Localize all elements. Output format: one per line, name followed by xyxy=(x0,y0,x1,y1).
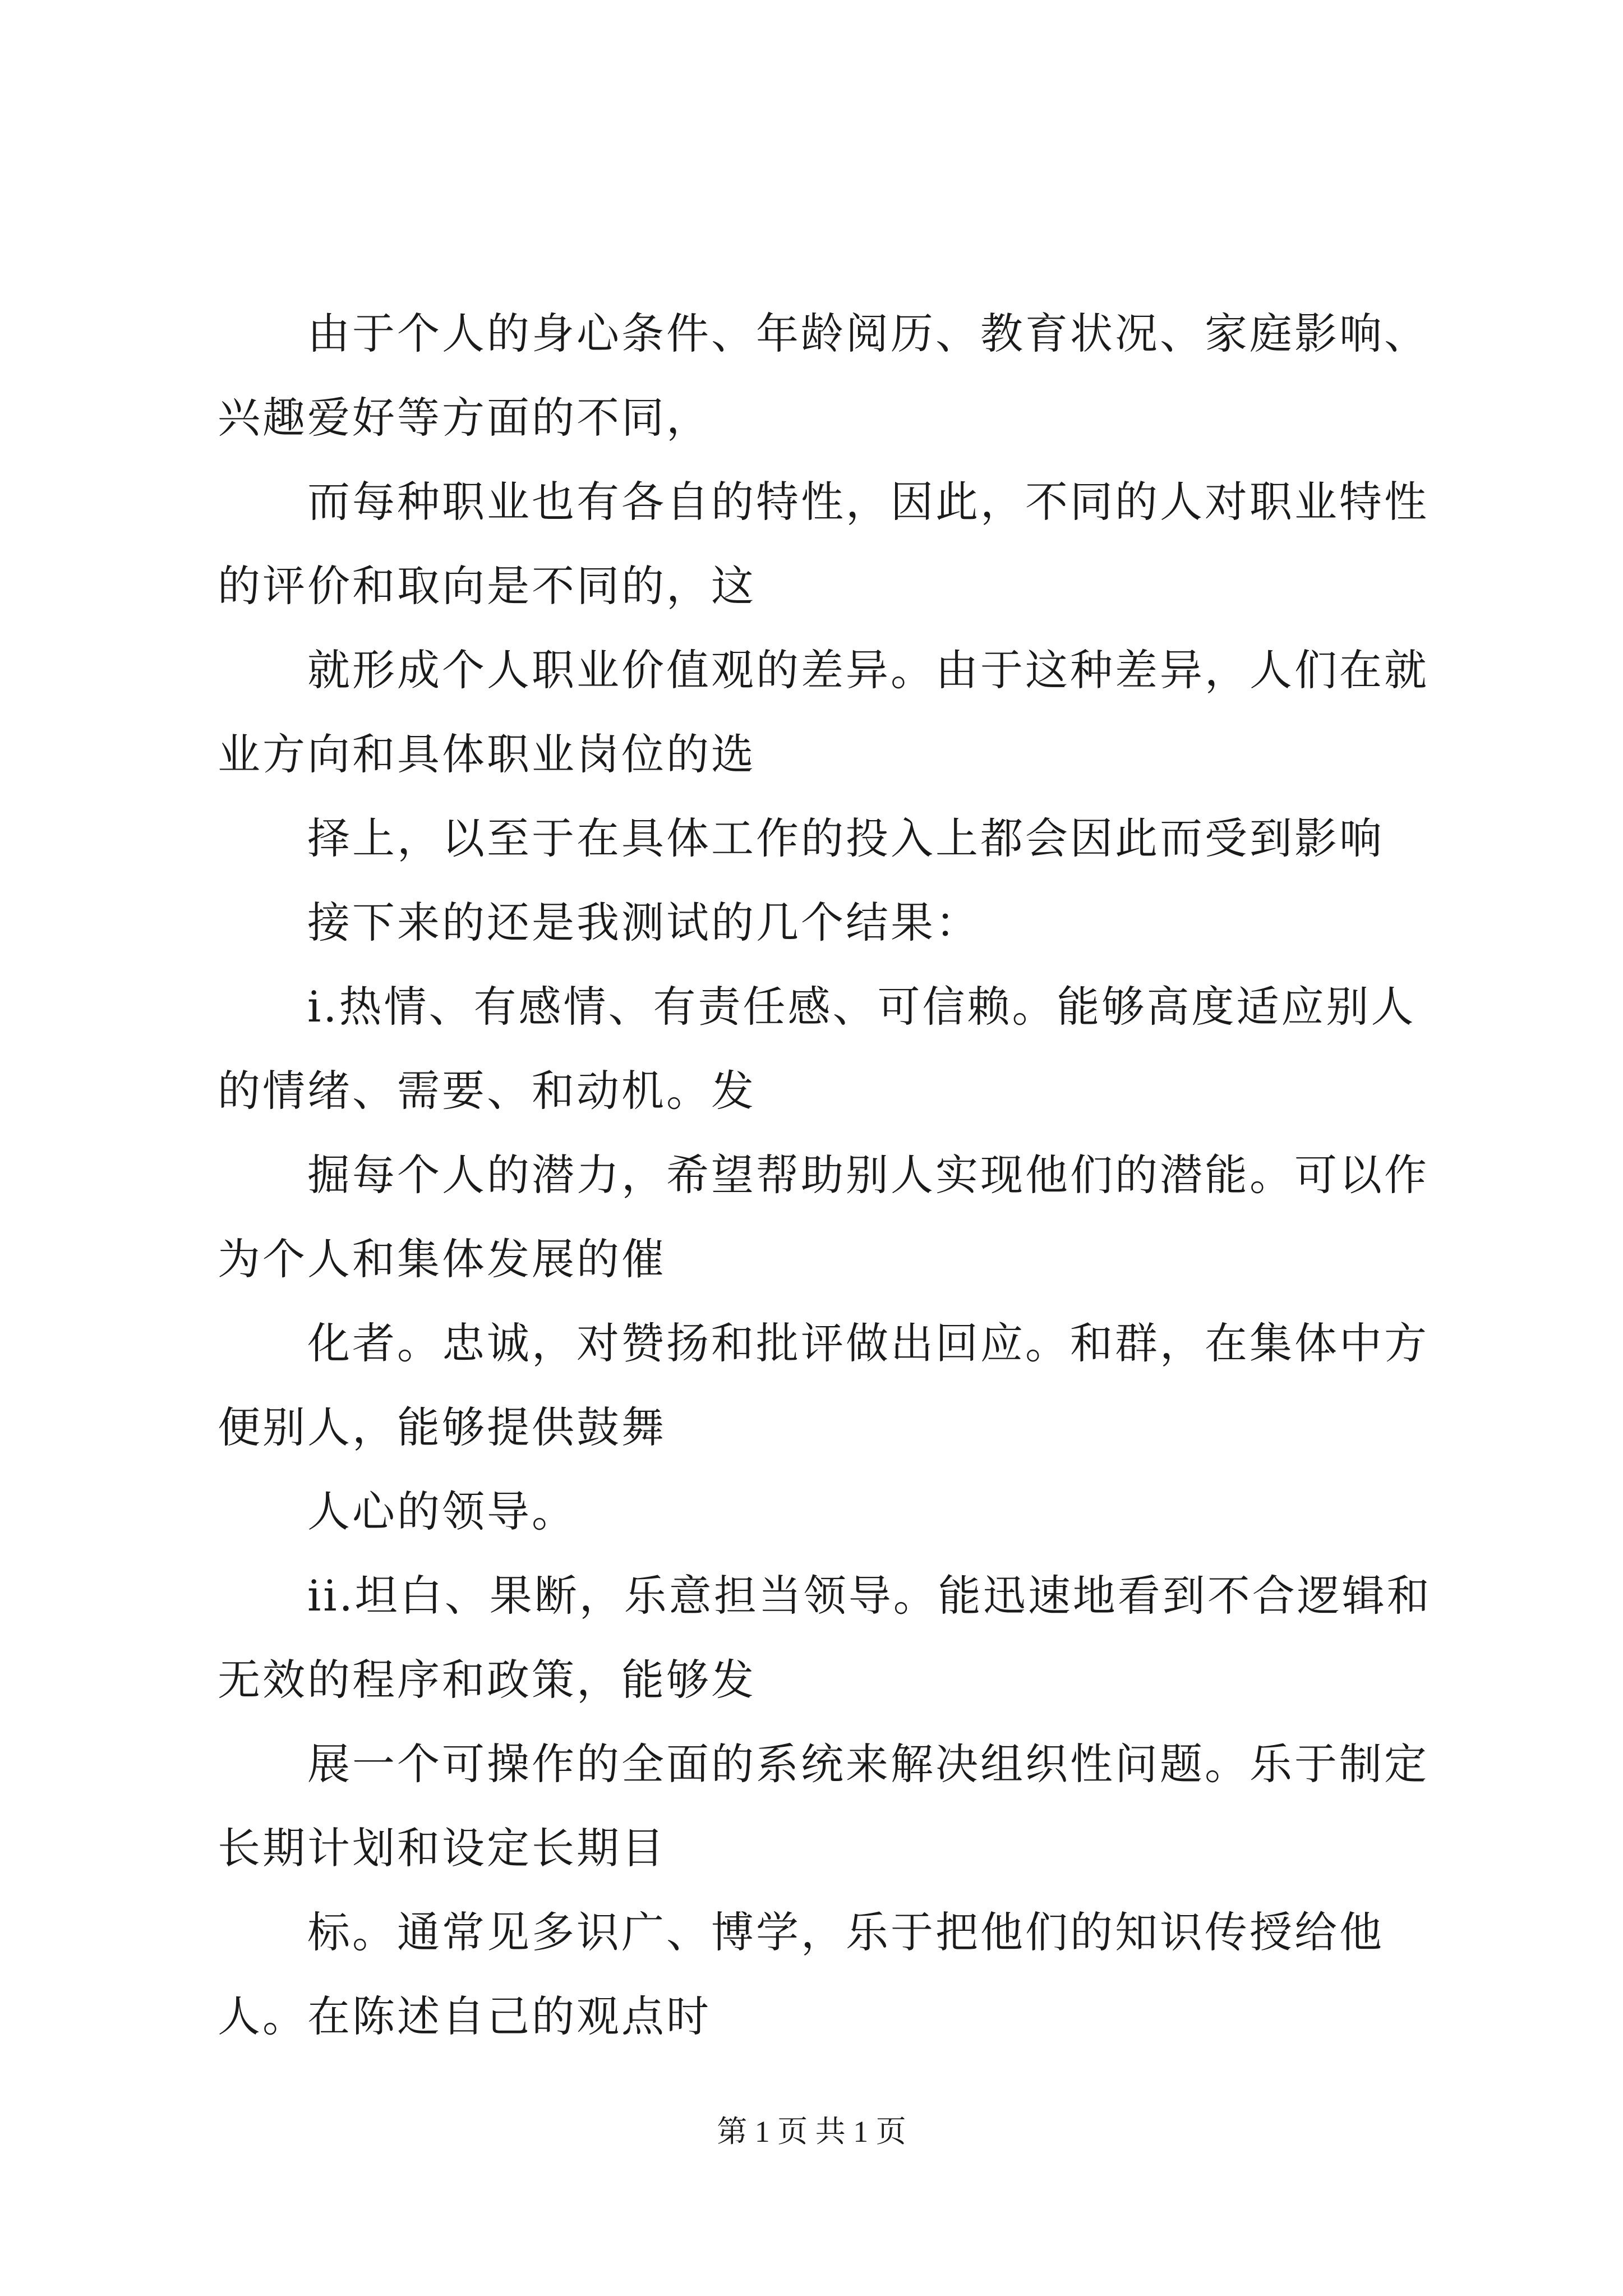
body-text xyxy=(218,292,1440,2059)
paragraph: 人心的领导。 xyxy=(307,1487,577,1536)
paragraph: ii.坦白、果断，乐意担当领导。能迅速地看到不合逻辑和无效的程序和政策，能够发 xyxy=(218,1571,1432,1705)
page-footer: 第 1 页 共 1 页 xyxy=(717,2115,906,2148)
paragraph: i.热情、有感情、有责任感、可信赖。能够高度适应别人的情绪、需要、和动机。发 xyxy=(218,982,1416,1116)
paragraph: 由于个人的身心条件、年龄阅历、教育状况、家庭影响、兴趣爱好等方面的不同， xyxy=(218,309,1429,443)
paragraph: 掘每个人的潜力，希望帮助别人实现他们的潜能。可以作为个人和集体发展的催 xyxy=(218,1150,1429,1284)
paragraph: 而每种职业也有各自的特性，因此，不同的人对职业特性的评价和取向是不同的，这 xyxy=(218,477,1429,611)
paragraph: 化者。忠诚，对赞扬和批评做出回应。和群，在集体中方便别人，能够提供鼓舞 xyxy=(218,1318,1429,1452)
paragraph: 就形成个人职业价值观的差异。由于这种差异，人们在就业方向和具体职业岗位的选 xyxy=(218,645,1429,779)
paragraph: 展一个可操作的全面的系统来解决组织性问题。乐于制定长期计划和设定长期目 xyxy=(218,1739,1429,1873)
paragraph: 标。通常见多识广、博学，乐于把他们的知识传授给他人。在陈述自己的观点时 xyxy=(218,1907,1384,2041)
paragraph: 择上，以至于在具体工作的投入上都会因此而受到影响 xyxy=(307,813,1384,863)
paragraph: 接下来的还是我测试的几个结果： xyxy=(307,898,980,947)
